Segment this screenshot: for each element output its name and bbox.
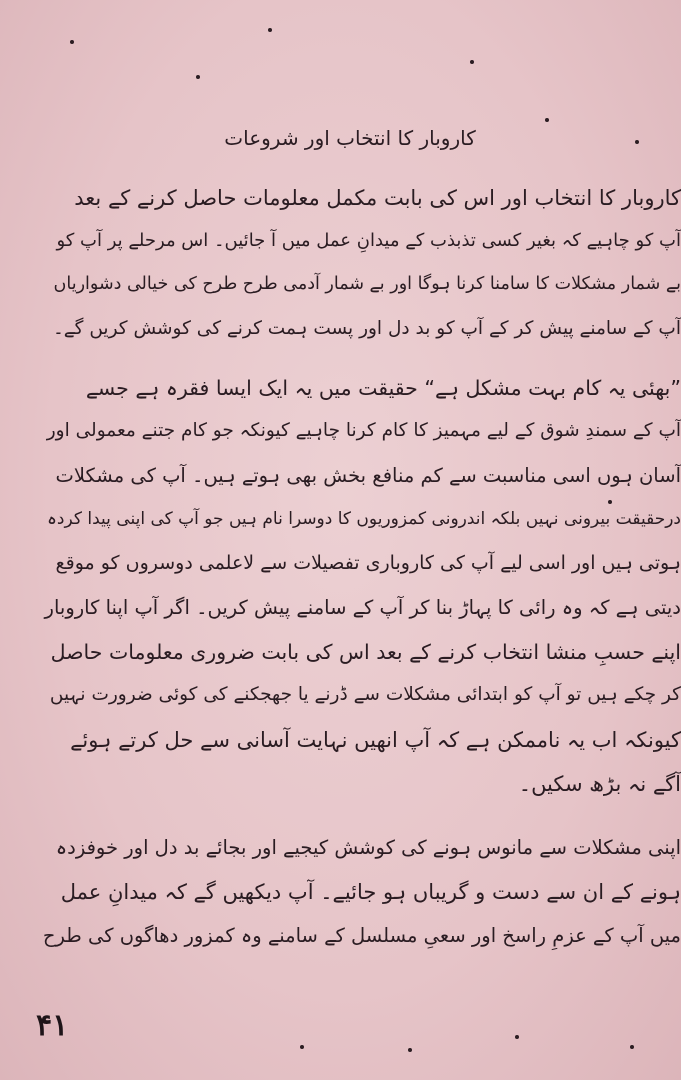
paper-speck [545, 118, 549, 122]
paper-speck [635, 140, 639, 144]
paper-speck [70, 40, 74, 44]
text-line: کر چکے ہیں تو آپ کو ابتدائی مشکلات سے ڈرنے یا جھجکنے کی کوئی ضرورت نہیں [49, 684, 681, 705]
paper-speck [268, 28, 272, 32]
text-line: ہونے کے ان سے دست و گریباں ہو جائیے۔ آپ دیکھیں گے کہ میدانِ عمل [60, 880, 681, 904]
text-line: درحقیقت بیرونی نہیں بلکہ اندرونی کمزوریوں کا دوسرا نام ہیں جو آپ کی اپنی پیدا کردہ [46, 509, 681, 529]
text-line: اپنے حسبِ منشا انتخاب کرنے کے بعد اس کی بابت ضروری معلومات حاصل [50, 640, 681, 664]
text-line: آسان ہوں اسی مناسبت سے کم منافع بخش بھی ہوتے ہیں۔ آپ کی مشکلات [55, 464, 681, 487]
text-line: دیتی ہے کہ وہ رائی کا پہاڑ بنا کر آپ کے سامنے پیش کریں۔ اگر آپ اپنا کاروبار [44, 596, 681, 619]
paper-speck [470, 60, 474, 64]
text-line: ”بھئی یہ کام بہت مشکل ہے“ حقیقت میں یہ ایک ایسا فقرہ ہے جسے [85, 376, 681, 400]
paper-speck [630, 1045, 634, 1049]
text-line: آپ کے سامنے پیش کر کے آپ کو بد دل اور پست ہمت کرنے کی کوشش کریں گے۔ [52, 318, 681, 339]
paper-speck [300, 1045, 304, 1049]
paper-speck [515, 1035, 519, 1039]
chapter-heading: کاروبار کا انتخاب اور شروعات [224, 126, 476, 150]
text-line: آگے نہ بڑھ سکیں۔ [518, 772, 681, 796]
text-line: بے شمار مشکلات کا سامنا کرنا ہوگا اور بے شمار آدمی طرح طرح کی خیالی دشواریاں [53, 274, 681, 294]
text-line: اپنی مشکلات سے مانوس ہونے کی کوشش کیجیے اور بجائے بد دل اور خوفزدہ [55, 836, 681, 859]
text-line: کاروبار کا انتخاب اور اس کی بابت مکمل معلومات حاصل کرنے کے بعد [74, 186, 681, 210]
text-line: کیونکہ اب یہ ناممکن ہے کہ آپ انھیں نہایت آسانی سے حل کرتے ہوئے [70, 728, 681, 752]
text-line: آپ کے سمندِ شوق کے لیے مہمیز کا کام کرنا چاہیے کیونکہ جو کام جتنے معمولی اور [46, 420, 681, 441]
paper-speck [196, 75, 200, 79]
page-number: ۴۱ [36, 1008, 69, 1043]
text-line: ہوتی ہیں اور اسی لیے آپ کی کاروباری تفصیلات سے لاعلمی دوسروں کو موقع [55, 552, 681, 574]
paper-speck [408, 1048, 412, 1052]
text-line: آپ کو چاہیے کہ بغیر کسی تذبذب کے میدانِ عمل میں آ جائیں۔ اس مرحلے پر آپ کو [56, 230, 681, 251]
paper-speck [608, 500, 612, 504]
text-line: میں آپ کے عزمِ راسخ اور سعیِ مسلسل کے سامنے وہ کمزور دھاگوں کی طرح [42, 924, 681, 947]
